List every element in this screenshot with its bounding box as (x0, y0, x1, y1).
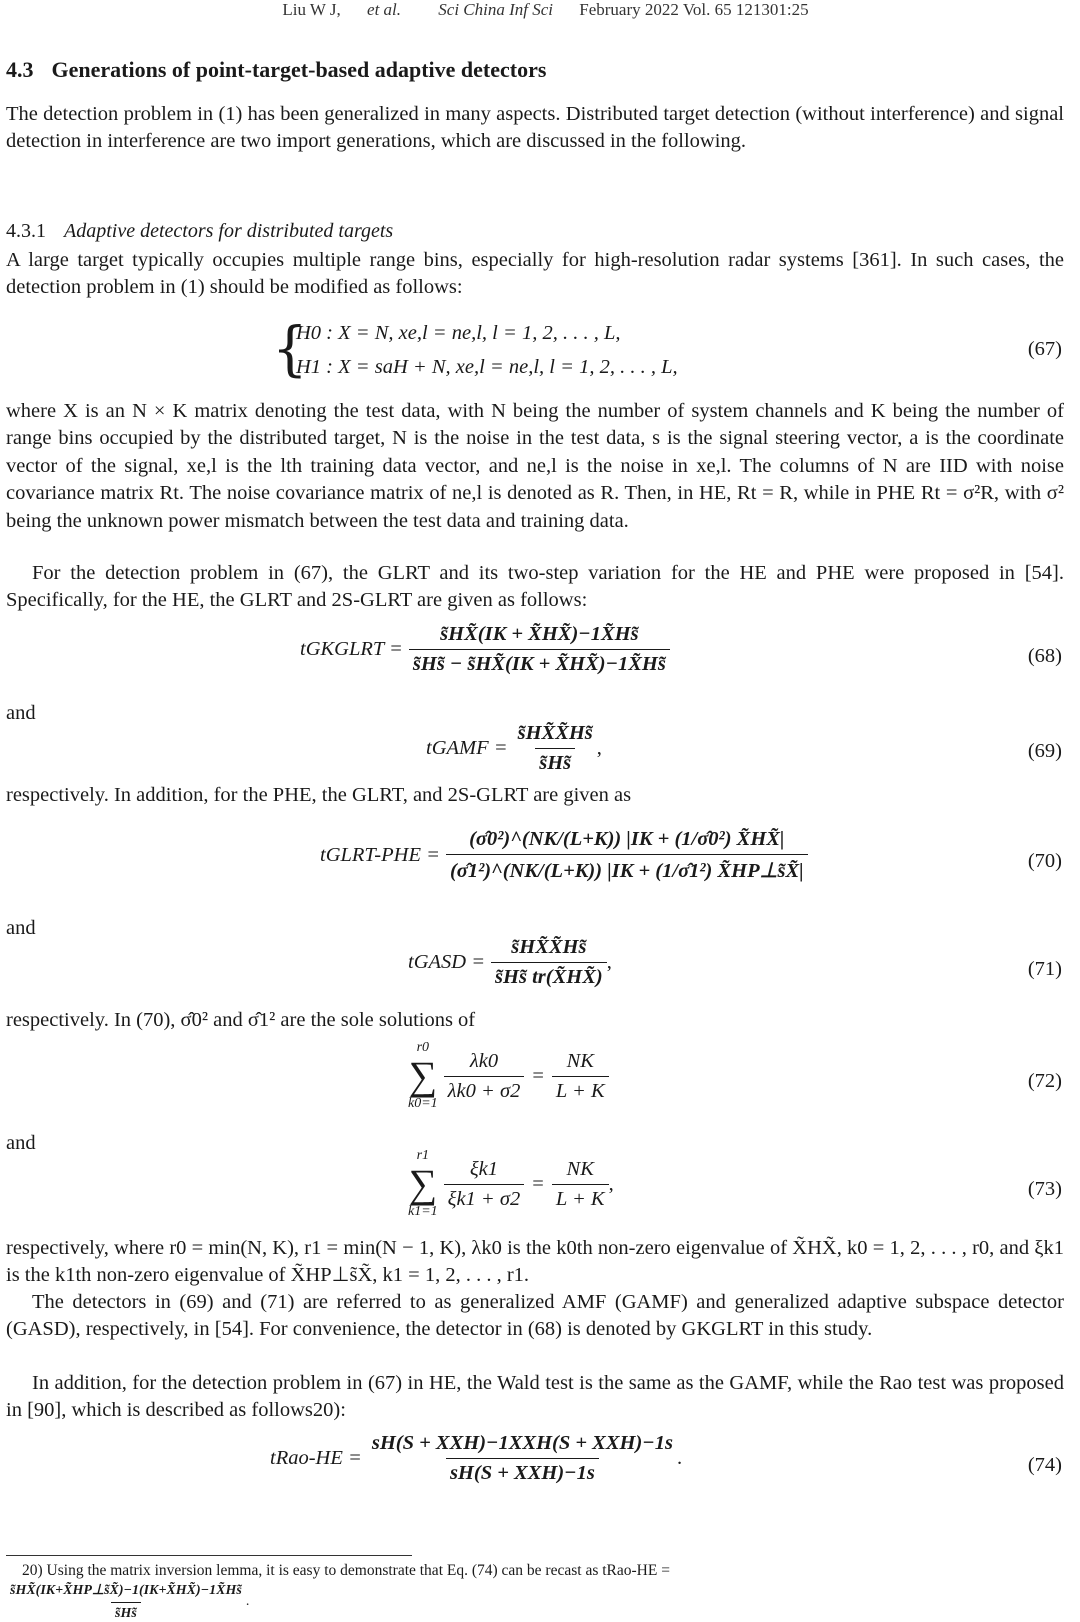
eq69-tail: , (596, 737, 602, 759)
running-header (0, 0, 1080, 20)
eq68-fraction (409, 623, 670, 676)
eq67-line1: H0 : X = N, xe,l = ne,l, l = 1, 2, . . . , L, (296, 322, 621, 344)
section-heading (6, 57, 546, 83)
sigma-icon: ∑ (408, 1161, 438, 1206)
eq73-number: (73) (1027, 1178, 1062, 1200)
eq74-tail: . (676, 1447, 683, 1469)
equation-70 (0, 828, 1080, 908)
eq74-lhs: tRao-HE = (270, 1447, 362, 1469)
equation-72: r0 ∑ k0=1 $\frac{\lambda k0}{\lambda k0 + \sigma 2}$ = $\frac{NK}{L + K}$ (72) (408, 1040, 1062, 1111)
subsection-heading (6, 220, 393, 243)
eq72-rhs (552, 1050, 609, 1103)
eq69-denominator: s̃Hs̃ (535, 748, 575, 775)
paragraph-glrt-intro: For the detection problem in (67), the GLRT and its two-step variation for the HE and PHE were proposed in [54]. Specifically, for the HE, the GLRT and 2S-GLRT are given as follows: (6, 562, 1064, 612)
paragraph-definitions: where X is an N × K matrix denoting the test data, with N being the number of system channels and K being the number of range bins occupied by the distributed target, N is the noise in the test data, s is the signal steering vector, a is the coordinate vector of the signal, xe,l is the lth training data vector, and ne,l is the noise in xe,l. The columns of N are IID with noise covariance matrix Rt. The noise covariance matrix of ne,l is denoted as R. Then, in HE, Rt = R, while in PHE Rt = σ²R, with σ² being the unknown power mismatch between the test data and training data. (6, 400, 1064, 532)
equation-74 (0, 1432, 1080, 1504)
header-etal: et al. (367, 0, 402, 19)
section-number: 4.3 (6, 57, 34, 82)
eq68-numerator: s̃HX̃(IK + X̃HX̃)−1X̃Hs̃ (440, 623, 639, 645)
connector-and-2: and (6, 917, 36, 939)
eq72-lower-limit: k0=1 (408, 1096, 438, 1111)
eq68-number: (68) (1027, 645, 1062, 667)
header-journal: Sci China Inf Sci (438, 0, 554, 19)
eq69-numerator: s̃HX̃X̃Hs̃ (517, 722, 593, 744)
connector-and-1: and (6, 702, 36, 724)
eq73-tail: , (608, 1172, 614, 1195)
eq74-numerator: sH(S + XXH)−1XXH(S + XXH)−1s (371, 1432, 673, 1454)
paragraph-phe: respectively. In addition, for the PHE, the GLRT, and 2S-GLRT are given as (6, 784, 632, 806)
subsection-number: 4.3.1 (6, 220, 46, 242)
footnote-fraction (6, 1582, 246, 1622)
eq69-fraction (514, 722, 597, 775)
eq71-numerator: s̃HX̃X̃Hs̃ (511, 936, 587, 958)
eq71-fraction (491, 936, 607, 989)
eq72-upper-limit: r0 (416, 1040, 430, 1055)
eq73-summation (408, 1148, 438, 1220)
eq68-lhs: tGKGLRT = (300, 638, 403, 660)
footnote-numerator: s̃HX̃(IK+X̃HP⊥s̃X̃)−1(IK+X̃HX̃)−1X̃Hs̃ (10, 1583, 242, 1598)
eq73-fraction (444, 1158, 525, 1211)
equation-67 (0, 315, 1080, 388)
eq73-denominator: ξk1 + σ2 (444, 1184, 525, 1211)
sigma-icon: ∑ (408, 1053, 438, 1098)
eq73-rhs (552, 1158, 609, 1211)
connector-and-3: and (6, 1132, 36, 1154)
eq70-lhs: tGLRT-PHE = (320, 844, 440, 866)
equation-71 (0, 936, 1080, 1008)
eq70-fraction (446, 828, 808, 883)
footnote-20: 20) Using the matrix inversion lemma, it is easy to demonstrate that Eq. (74) can be recast as tRao-HE = (22, 1562, 670, 1579)
section-title: Generations of point-target-based adaptive detectors (51, 57, 547, 82)
eq71-tail: , (606, 951, 612, 973)
eq73-rhs-denominator: L + K (552, 1184, 609, 1211)
equation-73: r1 ∑ k1=1 $\frac{\xi k1}{\xi k1 + \sigma 2}$ = $\frac{NK}{L + K}$ , (73) (408, 1148, 1062, 1219)
eq73-lower-limit: k1=1 (408, 1204, 438, 1219)
eq73-rhs-numerator: NK (566, 1157, 594, 1180)
paragraph-intro: The detection problem in (1) has been generalized in many aspects. Distributed target detection (without interference) and signal detection in interference are two import generations, which are discussed in the following. (6, 103, 1064, 153)
footnote-equation (6, 1582, 249, 1622)
eq72-rhs-denominator: L + K (552, 1076, 609, 1103)
eq72-numerator: λk0 (469, 1049, 499, 1072)
eq74-denominator: sH(S + XXH)−1s (446, 1458, 599, 1485)
paragraph-distributed-target: A large target typically occupies multiple range bins, especially for high-resolution radar systems [361]. In such cases, the detection problem in (1) should be modified as follows: (6, 249, 1064, 299)
eq70-denominator: (σ̂1²)^(NK/(L+K)) |IK + (1/σ̂1²) X̃HP⊥s̃X̃| (446, 854, 808, 883)
eq71-lhs: tGASD = (408, 951, 486, 973)
eq71-number: (71) (1027, 958, 1062, 980)
header-authors: Liu W J, (282, 0, 341, 19)
header-issue: February 2022 Vol. 65 121301:25 (579, 0, 809, 19)
eq74-fraction (368, 1432, 677, 1485)
eq73-numerator: ξk1 (469, 1157, 499, 1180)
eq70-number: (70) (1027, 850, 1062, 872)
eq72-denominator: λk0 + σ2 (444, 1076, 525, 1103)
paragraph-solutions: respectively. In (70), σ̂0² and σ̂1² are the sole solutions of (6, 1009, 476, 1031)
footnote-denominator: s̃Hs̃ (111, 1602, 141, 1622)
eq73-upper-limit: r1 (416, 1148, 430, 1163)
eq70-numerator: (σ̂0²)^(NK/(L+K)) |IK + (1/σ̂0²) X̃HX̃| (469, 828, 785, 850)
footnote-tail: . (245, 1594, 250, 1609)
eq72-summation (408, 1040, 438, 1112)
eq69-number: (69) (1027, 740, 1062, 762)
eq68-denominator: s̃Hs̃ − s̃HX̃(IK + X̃HX̃)−1X̃Hs̃ (409, 649, 670, 676)
eq74-number: (74) (1027, 1454, 1062, 1476)
eq69-lhs: tGAMF = (426, 737, 508, 759)
left-brace: { (272, 315, 308, 384)
equation-69 (0, 722, 1080, 786)
equation-68 (0, 623, 1080, 703)
paragraph-gamf-gasd: The detectors in (69) and (71) are referred to as generalized AMF (GAMF) and generalized adaptive subspace detector (GASD), respectively, in [54]. For convenience, the detector in (68) is denoted by GKGLRT in this study. (6, 1291, 1064, 1341)
subsection-title: Adaptive detectors for distributed targets (64, 220, 394, 242)
eq72-number: (72) (1027, 1070, 1062, 1092)
paragraph-rao: In addition, for the detection problem in (67) in HE, the Wald test is the same as the GAMF, while the Rao test was proposed in [90], which is described as follows20): (6, 1372, 1064, 1422)
footnote-rule (6, 1555, 412, 1556)
eq72-rhs-numerator: NK (566, 1049, 594, 1072)
eq67-line2: H1 : X = saH + N, xe,l = ne,l, l = 1, 2, . . . , L, (296, 356, 678, 378)
eq67-number: (67) (1027, 338, 1062, 360)
eq72-fraction (444, 1050, 525, 1103)
eq71-denominator: s̃Hs̃ tr(X̃HX̃) (491, 962, 607, 989)
paragraph-eigenvalues: respectively, where r0 = min(N, K), r1 = min(N − 1, K), λk0 is the k0th non-zero eigenvalue of X̃HX̃, k0 = 1, 2, . . . , r0, and ξk1 is the k1th non-zero eigenvalue of X̃HP⊥s̃X̃, k1 = 1, 2, . . . , r1. (6, 1237, 1064, 1287)
